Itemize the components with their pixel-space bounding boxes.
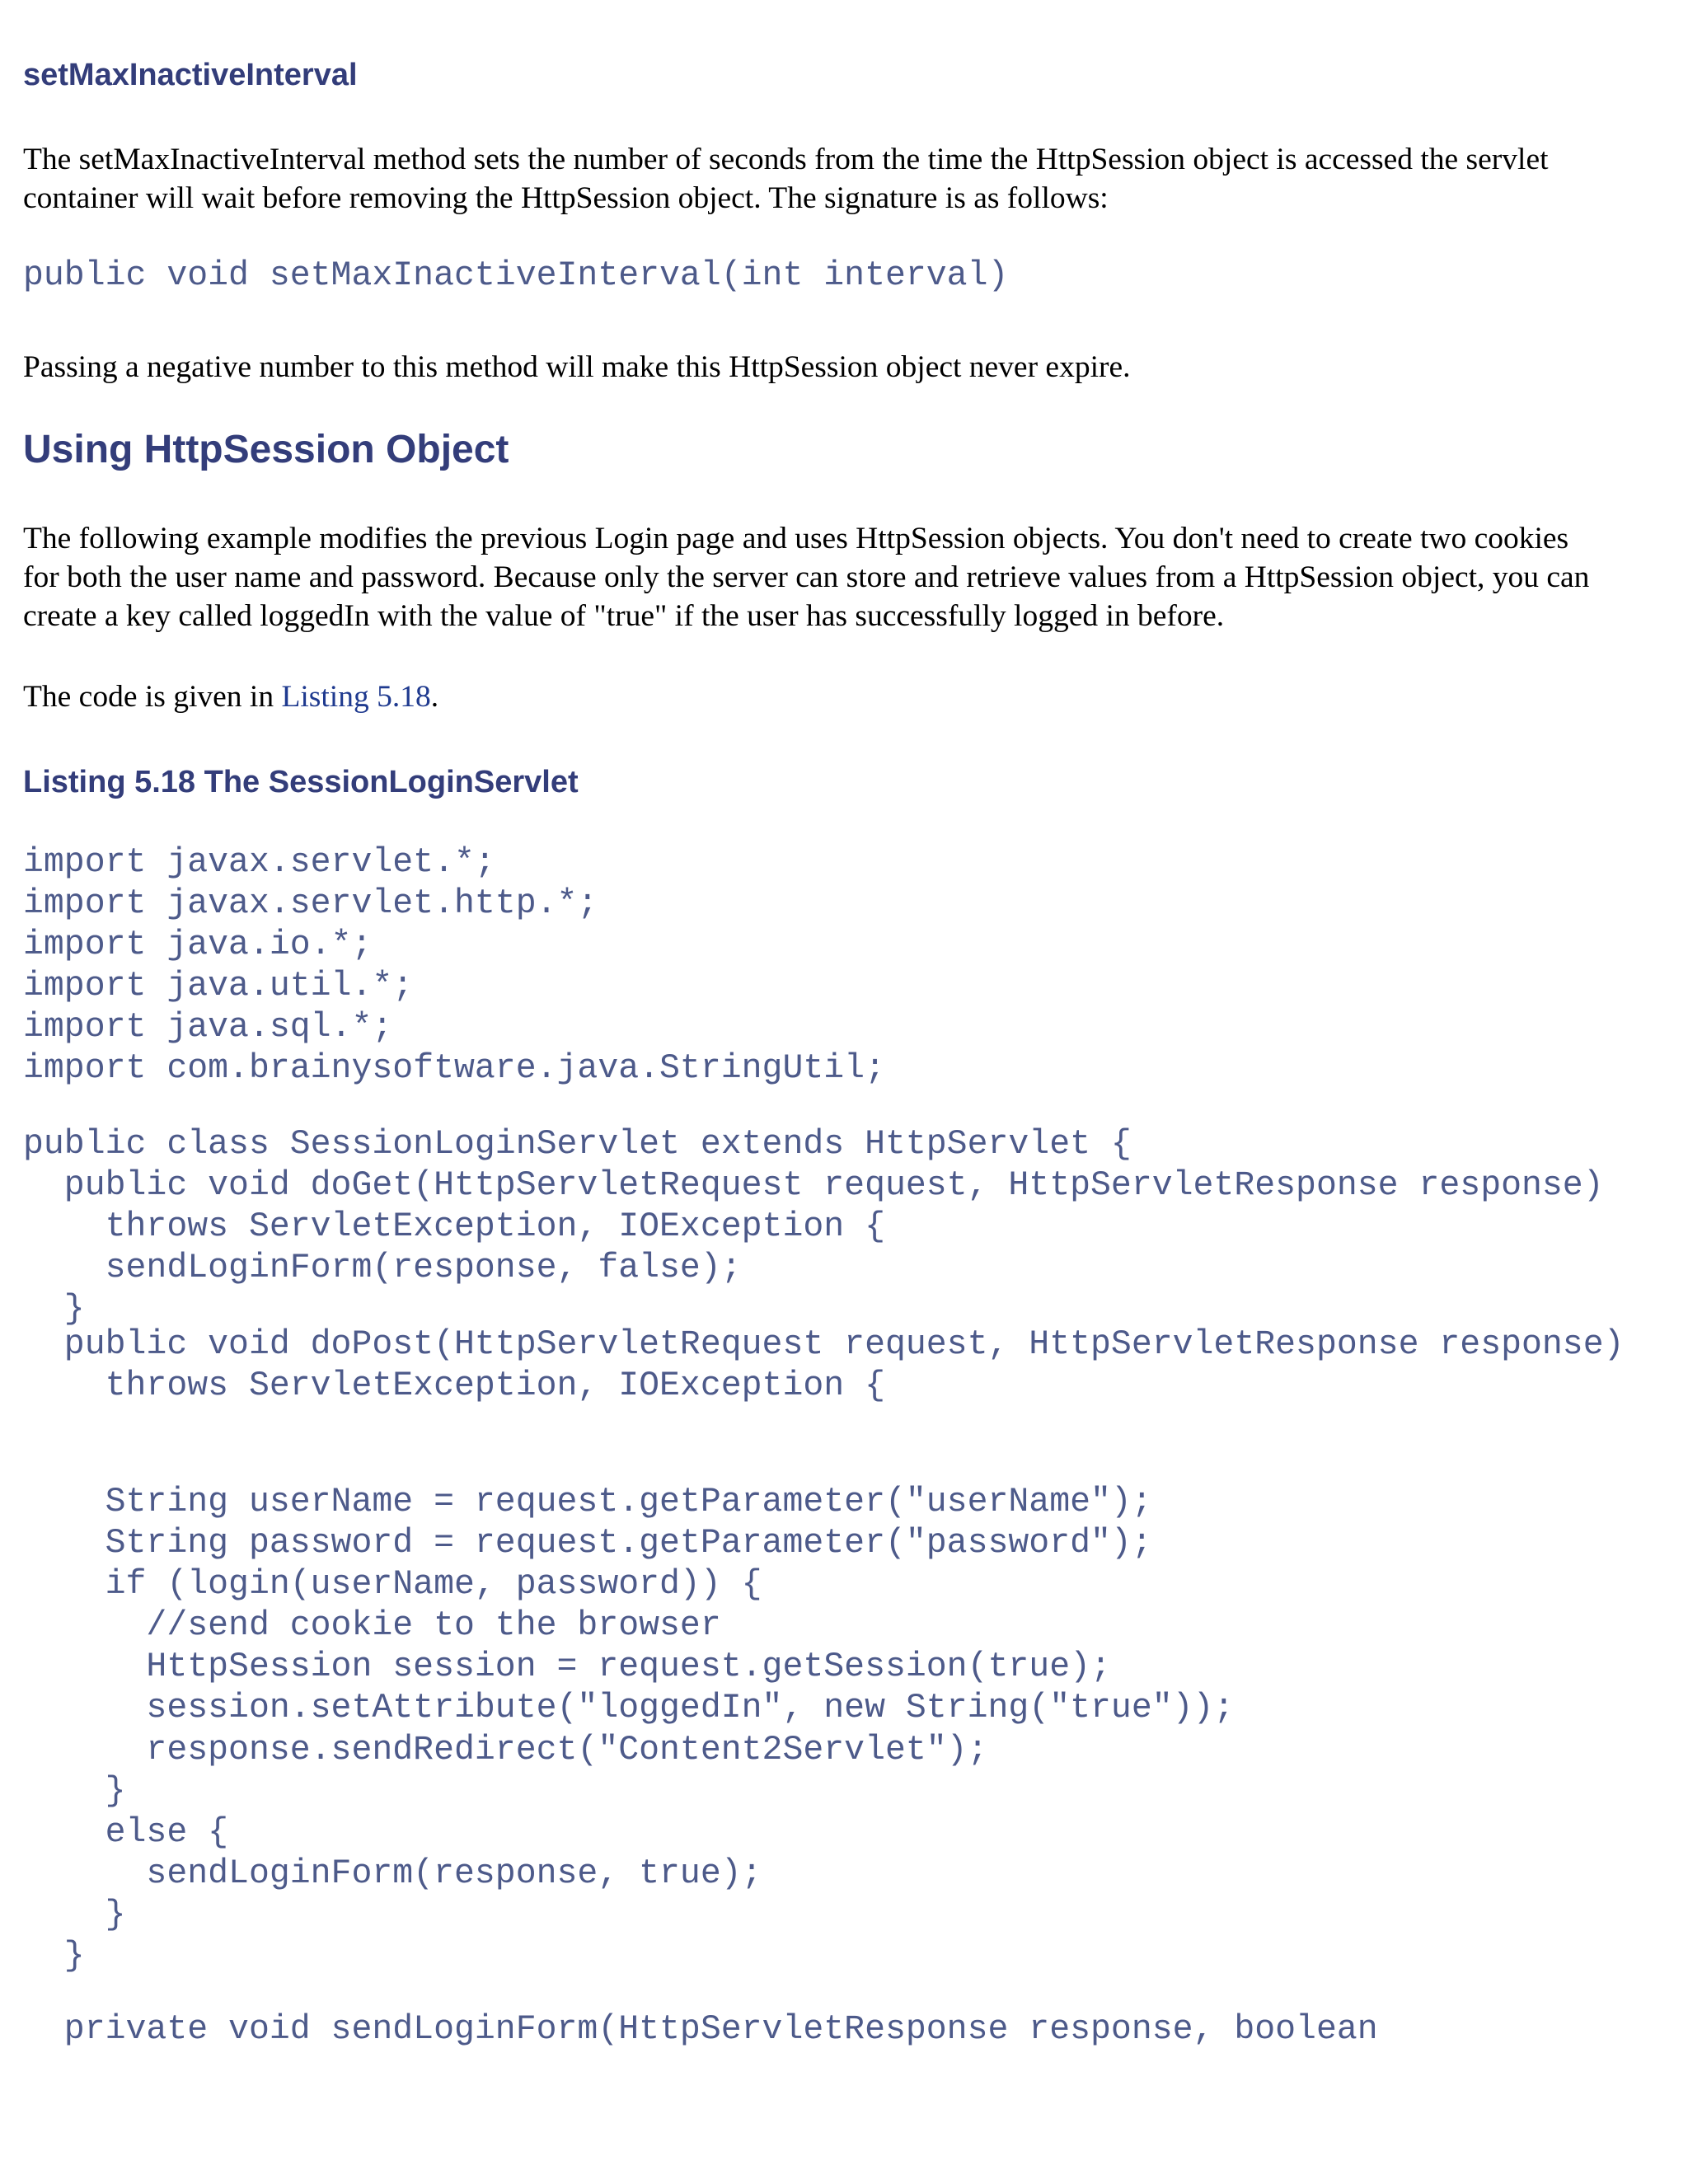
- code-line: import java.sql.*;: [23, 1008, 393, 1047]
- code-line: }: [23, 1290, 85, 1329]
- code-imports: [23, 842, 885, 1090]
- paragraph-example: [23, 519, 1663, 635]
- code-signature: [23, 255, 1008, 297]
- code-line: response.sendRedirect("Content2Servlet");: [23, 1730, 988, 1769]
- text-line: create a key called loggedIn with the value of "true" if the user has successfully logged in before.: [23, 599, 1225, 633]
- code-line: private void sendLoginForm(HttpServletResponse response, boolean: [23, 2010, 1378, 2049]
- text-line: [23, 677, 1663, 716]
- code-dopost-head: [23, 1324, 1625, 1407]
- code-line: import java.io.*;: [23, 926, 373, 965]
- code-line: throws ServletException, IOException {: [23, 1207, 885, 1247]
- code-line: //send cookie to the browser: [23, 1606, 721, 1646]
- code-line: import javax.servlet.http.*;: [23, 884, 598, 924]
- code-line: session.setAttribute("loggedIn", new String("true"));: [23, 1689, 1235, 1728]
- listing-link[interactable]: Listing 5.18: [281, 680, 431, 714]
- code-line: String userName = request.getParameter("userName");: [23, 1483, 1152, 1521]
- code-line: sendLoginForm(response, true);: [23, 1854, 762, 1893]
- text-suffix: .: [430, 680, 439, 714]
- code-line: }: [23, 1895, 126, 1934]
- code-line: else {: [23, 1812, 229, 1852]
- code-line: public class SessionLoginServlet extends HttpServlet {: [23, 1125, 1132, 1164]
- text-line: container will wait before removing the HttpSession object. The signature is as follows:: [23, 181, 1109, 215]
- code-line: public void doGet(HttpServletRequest request, HttpServletResponse response): [23, 1166, 1604, 1206]
- code-line: throws ServletException, IOException {: [23, 1366, 885, 1406]
- text-prefix: The code is given in: [23, 680, 282, 714]
- code-line: public void doPost(HttpServletRequest request, HttpServletResponse response): [23, 1325, 1625, 1364]
- code-line: }: [23, 1937, 85, 1976]
- text-line: Passing a negative number to this method will make this HttpSession object never expire.: [23, 350, 1131, 384]
- paragraph-code-reference: [23, 677, 1663, 716]
- code-line: if (login(userName, password)) {: [23, 1565, 762, 1605]
- code-line: public void setMaxInactiveInterval(int interval): [23, 256, 1009, 295]
- listing-title: Listing 5.18 The SessionLoginServlet: [23, 765, 579, 799]
- paragraph-negative-number: [23, 348, 1663, 387]
- paragraph-description: [23, 140, 1663, 218]
- code-line: }: [23, 1771, 126, 1811]
- code-line: sendLoginForm(response, false);: [23, 1249, 742, 1288]
- code-line: import java.util.*;: [23, 967, 414, 1006]
- text-line: for both the user name and password. Because only the server can store and retrieve values from a HttpSession object, you can: [23, 560, 1590, 594]
- code-private-method: [23, 2009, 1378, 2050]
- code-line: import javax.servlet.*;: [23, 843, 495, 882]
- code-line: String password = request.getParameter("password");: [23, 1524, 1152, 1563]
- section-heading-setmaxinactiveinterval: setMaxInactiveInterval: [23, 58, 358, 92]
- code-doget: [23, 1124, 1604, 1330]
- code-line: HttpSession session = request.getSession(true);: [23, 1647, 1111, 1687]
- section-heading-using-httpsession: Using HttpSession Object: [23, 428, 509, 471]
- code-dopost-body: [23, 1482, 1234, 1977]
- text-line: The following example modifies the previous Login page and uses HttpSession objects. You don't need to create two cookies: [23, 522, 1569, 555]
- code-line: import com.brainysoftware.java.StringUtil;: [23, 1049, 885, 1089]
- text-line: The setMaxInactiveInterval method sets the number of seconds from the time the HttpSession object is accessed the servlet: [23, 143, 1549, 176]
